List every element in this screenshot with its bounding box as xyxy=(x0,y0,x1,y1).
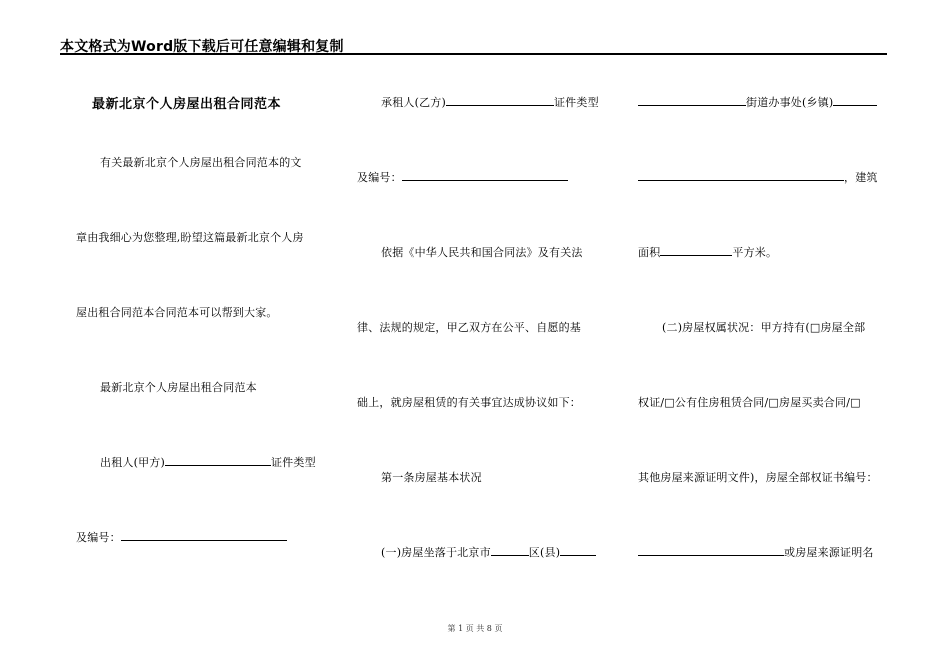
lessor-line xyxy=(100,454,316,470)
intro-line-2: 章由我细心为您整理,盼望这篇最新北京个人房 xyxy=(76,231,304,244)
lessor-id-line xyxy=(76,529,287,545)
basis-line-3: 础上，就房屋租赁的有关事宜达成协议如下： xyxy=(357,396,581,409)
area-line xyxy=(638,244,777,260)
address-blank xyxy=(638,169,844,181)
ownership-line-1: (二)房屋权属状况：甲方持有(□房屋全部 xyxy=(662,321,866,334)
header-rule xyxy=(60,53,887,55)
ownership-line-2: 权证/□公有住房租赁合同/□房屋买卖合同/□ xyxy=(638,396,861,409)
lessee-label: 承租人(乙方) xyxy=(381,96,446,109)
contract-subtitle: 最新北京个人房屋出租合同范本 xyxy=(100,381,257,394)
certificate-number-blank xyxy=(638,544,784,556)
lessee-id-number-blank xyxy=(402,169,568,181)
location-district-label: 区(县) xyxy=(528,546,561,559)
lessee-name-blank xyxy=(446,94,554,106)
page-footer: 第 1 页 共 8 页 xyxy=(447,624,503,633)
area-blank xyxy=(660,244,732,256)
lessee-line xyxy=(381,94,599,110)
area-unit: 平方米。 xyxy=(732,246,778,259)
lessee-id-number-label: 及编号： xyxy=(357,171,402,184)
article-1-heading: 第一条房屋基本状况 xyxy=(381,471,482,484)
ownership-line-3: 其他房屋来源证明文件)，房屋全部权证书编号： xyxy=(638,471,878,484)
lessor-label: 出租人(甲方) xyxy=(100,456,165,469)
lessor-id-number-label: 及编号： xyxy=(76,531,121,544)
location-city-blank xyxy=(491,544,529,556)
lessee-id-type-label: 证件类型 xyxy=(553,96,599,109)
document-banner: 本文格式为Word版下载后可任意编辑和复制 xyxy=(60,39,344,55)
intro-line-1: 有关最新北京个人房屋出租合同范本的文 xyxy=(100,156,302,169)
lessor-id-type-label: 证件类型 xyxy=(270,456,316,469)
intro-line-3: 屋出租合同范本合同范本可以帮到大家。 xyxy=(76,306,278,319)
basis-line-2: 律、法规的规定，甲乙双方在公平、自愿的基 xyxy=(357,321,581,334)
location-prefix: (一)房屋坐落于北京市 xyxy=(381,546,491,559)
source-cert-label: 或房屋来源证明名 xyxy=(784,546,874,559)
lessor-id-number-blank xyxy=(121,529,287,541)
lessee-id-line xyxy=(357,169,568,185)
street-office-label: 街道办事处(乡镇) xyxy=(746,96,834,109)
street-tail-blank xyxy=(833,94,877,106)
building-suffix: ，建筑 xyxy=(844,171,878,184)
area-label: 面积 xyxy=(638,246,661,259)
source-cert-line xyxy=(638,544,874,560)
street-blank xyxy=(638,94,746,106)
location-line xyxy=(381,544,596,560)
lessor-name-blank xyxy=(165,454,271,466)
building-line xyxy=(638,169,878,185)
basis-line-1: 依据《中华人民共和国合同法》及有关法 xyxy=(381,246,583,259)
document-title: 最新北京个人房屋出租合同范本 xyxy=(92,97,282,112)
street-line xyxy=(638,94,877,110)
location-district-blank xyxy=(560,544,596,556)
